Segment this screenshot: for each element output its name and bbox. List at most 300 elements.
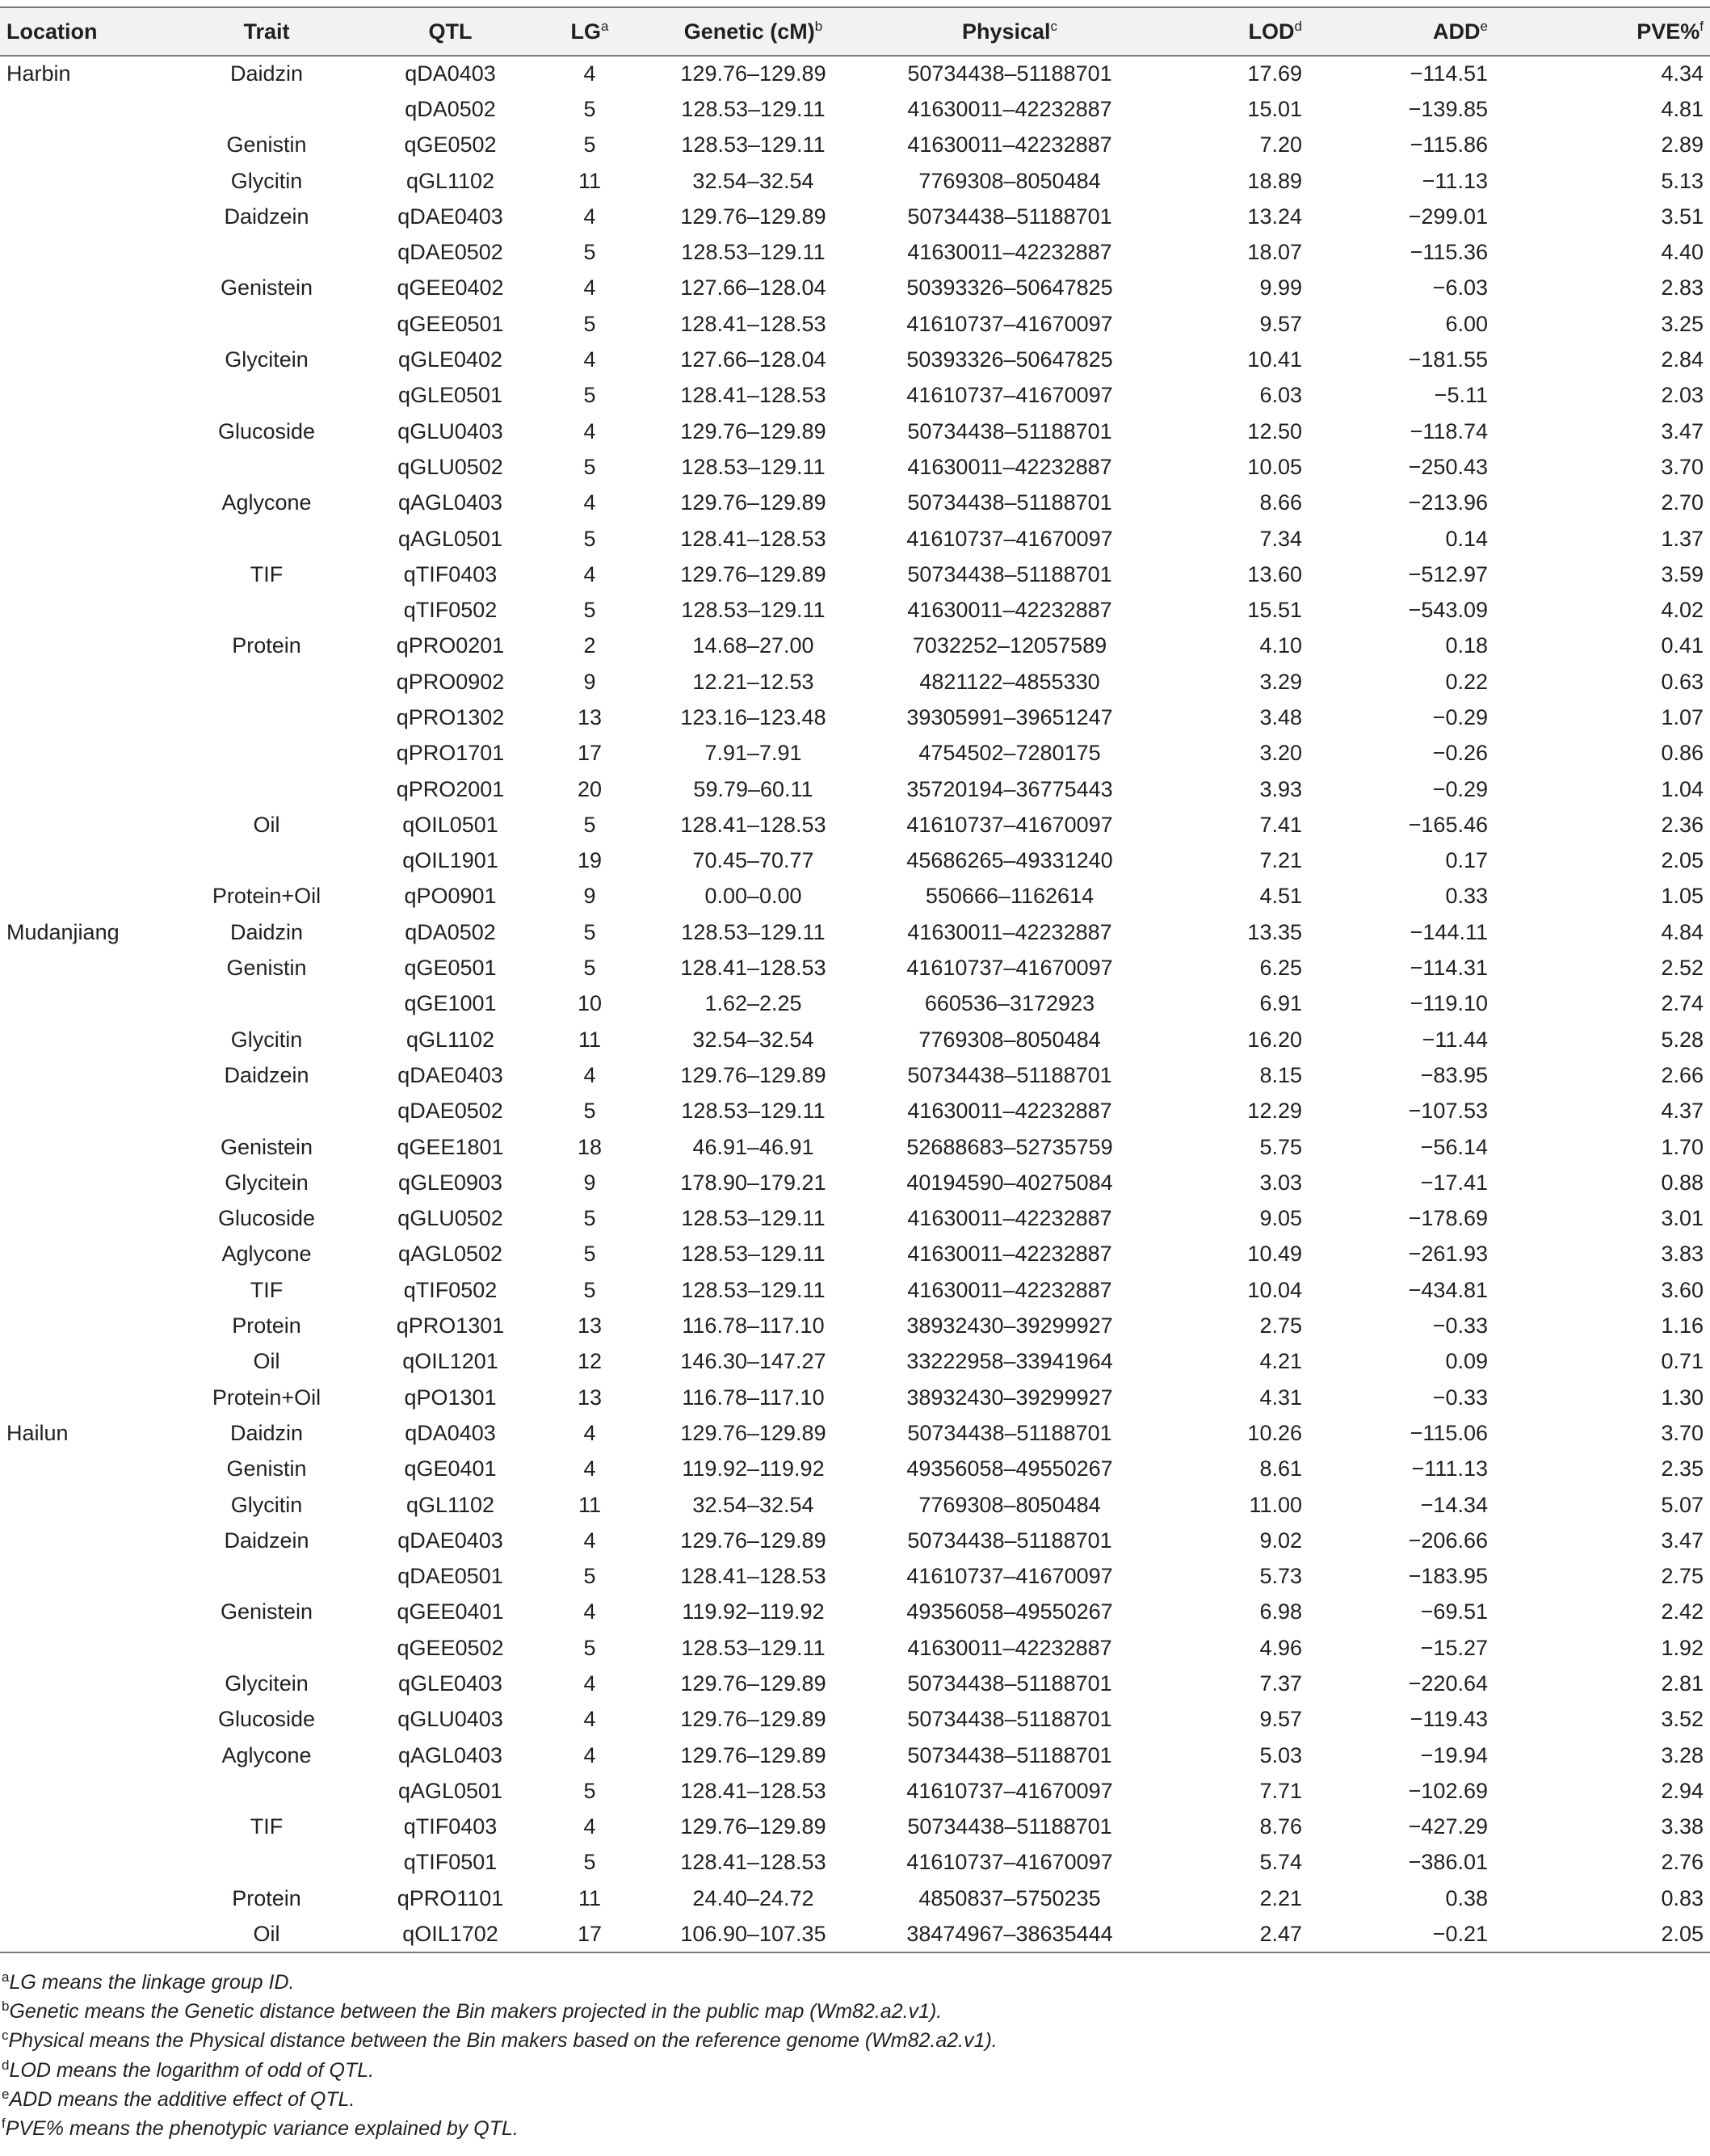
cell-location (0, 521, 170, 557)
cell-lg: 4 (583, 204, 596, 229)
cell-lg: 4 (583, 1456, 596, 1481)
cell-pve: 2.94 (1661, 1778, 1704, 1803)
cell-trait: Oil (253, 812, 280, 837)
cell-qtl: qGE0401 (404, 1456, 497, 1481)
cell-location (0, 1380, 170, 1415)
cell-genetic: 128.53–129.11 (681, 454, 826, 479)
cell-genetic: 178.90–179.21 (680, 1170, 826, 1195)
cell-add: −119.43 (1410, 1707, 1488, 1732)
cell-qtl: qGL1102 (405, 1492, 495, 1517)
cell-add: −543.09 (1408, 598, 1488, 623)
cell-lg: 10 (577, 991, 603, 1016)
cell-lod: 3.29 (1259, 669, 1302, 694)
cell-lod: 10.05 (1247, 454, 1302, 479)
cell-location (0, 306, 170, 342)
cell-location (0, 1523, 170, 1558)
cell-pve: 4.02 (1661, 598, 1704, 623)
cell-lg: 5 (583, 311, 596, 336)
cell-physical: 7769308–8050484 (918, 1492, 1101, 1517)
cell-physical: 50734438–51188701 (907, 418, 1112, 443)
cell-qtl: qDAE0501 (397, 1564, 503, 1589)
cell-pve: 1.70 (1661, 1134, 1704, 1159)
table-row (0, 1809, 1710, 1845)
cell-lg: 17 (577, 741, 603, 766)
cell-add: −213.96 (1408, 490, 1488, 515)
header-genetic: Genetic (cM)$^b$ (642, 7, 864, 56)
table-row (0, 1523, 1710, 1558)
cell-add: 0.18 (1445, 633, 1488, 658)
cell-location (0, 1308, 170, 1343)
cell-lg: 5 (583, 1564, 596, 1589)
table-row (0, 271, 1710, 306)
cell-genetic: 128.41–128.53 (680, 1564, 826, 1589)
cell-location (0, 879, 170, 914)
cell-physical: 41630011–42232887 (907, 96, 1112, 121)
cell-lg: 4 (583, 490, 596, 515)
cell-physical: 50734438–51188701 (907, 1707, 1112, 1732)
cell-location (0, 1630, 170, 1666)
cell-lod: 13.35 (1247, 919, 1302, 944)
cell-lod: 3.48 (1259, 704, 1302, 729)
cell-qtl: qDA0403 (405, 61, 496, 86)
cell-lod: 13.60 (1247, 561, 1302, 586)
cell-location (0, 700, 170, 735)
cell-lod: 7.34 (1259, 526, 1302, 551)
cell-add: 0.14 (1445, 526, 1488, 551)
cell-physical: 41630011–42232887 (907, 1277, 1112, 1302)
cell-add: −102.69 (1408, 1778, 1488, 1803)
cell-qtl: qOIL1201 (402, 1349, 498, 1374)
cell-pve: 4.40 (1661, 240, 1704, 265)
table-row (0, 557, 1710, 592)
cell-physical: 41630011–42232887 (907, 240, 1112, 265)
cell-qtl: qDA0403 (405, 1420, 496, 1445)
cell-lod: 8.15 (1259, 1062, 1302, 1087)
table-row (0, 306, 1710, 342)
cell-location (0, 557, 170, 592)
footnote-text: LOD means the logarithm of odd of QTL. (9, 2058, 375, 2082)
cell-lod: 9.99 (1259, 275, 1302, 300)
cell-add: −0.33 (1432, 1313, 1488, 1339)
cell-lg: 17 (537, 1916, 642, 1952)
cell-physical: 7032252–12057589 (912, 633, 1107, 658)
cell-lod: 3.03 (1259, 1170, 1302, 1195)
table-row (0, 199, 1710, 234)
cell-lod: 13.24 (1247, 204, 1302, 229)
cell-trait: Protein (232, 1313, 301, 1339)
cell-trait: Genistein (220, 1599, 313, 1624)
cell-trait (170, 592, 363, 628)
cell-lod: 15.51 (1247, 598, 1302, 623)
cell-add: −512.97 (1408, 561, 1488, 586)
cell-physical: 39305991–39651247 (906, 704, 1113, 729)
cell-lg: 5 (583, 383, 596, 408)
footnote-mark: c (2, 2028, 9, 2044)
cell-location (0, 1845, 170, 1881)
cell-lod: 3.20 (1259, 741, 1302, 766)
cell-genetic: 129.76–129.89 (680, 61, 826, 86)
cell-location (0, 163, 170, 199)
cell-trait: Glycitin (230, 1027, 303, 1052)
table-row (0, 736, 1710, 771)
cell-trait: TIF (250, 1814, 284, 1839)
cell-qtl: qGEE0501 (397, 311, 504, 336)
cell-lod: 10.26 (1247, 1420, 1302, 1445)
cell-lg: 4 (583, 275, 596, 300)
cell-lod: 9.02 (1259, 1528, 1302, 1553)
cell-genetic: 0.00–0.00 (704, 884, 802, 909)
cell-add: −56.14 (1420, 1134, 1488, 1159)
table-row (0, 1057, 1710, 1093)
cell-trait: Aglycone (221, 490, 312, 515)
cell-genetic: 32.54–32.54 (692, 168, 814, 193)
cell-qtl: qAGL0403 (397, 1742, 503, 1767)
cell-physical: 50393326–50647825 (906, 347, 1113, 372)
cell-physical: 41610737–41670097 (906, 1850, 1113, 1875)
cell-lg: 4 (583, 1814, 596, 1839)
cell-physical: 41630011–42232887 (907, 919, 1112, 944)
cell-lg: 4 (583, 1420, 596, 1445)
cell-add: 0.09 (1445, 1349, 1488, 1374)
footnote-text: PVE% means the phenotypic variance explained by QTL. (5, 2117, 519, 2141)
cell-physical: 50734438–51188701 (907, 1528, 1112, 1553)
cell-trait: Glycitein (225, 1170, 309, 1195)
cell-qtl: qTIF0502 (403, 1277, 498, 1302)
cell-lod: 16.20 (1247, 1027, 1302, 1052)
cell-genetic: 129.76–129.89 (680, 1742, 826, 1767)
cell-genetic: 129.76–129.89 (680, 490, 826, 515)
cell-genetic: 128.53–129.11 (681, 1242, 826, 1267)
cell-physical: 50734438–51188701 (907, 61, 1112, 86)
cell-pve: 2.05 (1494, 1916, 1710, 1952)
cell-location (0, 807, 170, 843)
cell-pve: 3.70 (1661, 454, 1704, 479)
cell-qtl: qPO0901 (404, 884, 497, 909)
cell-location (0, 1558, 170, 1594)
cell-location (0, 449, 170, 485)
header-add: ADD$^e$ (1309, 7, 1494, 56)
cell-genetic: 128.53–129.11 (681, 919, 826, 944)
cell-add: −183.95 (1408, 1564, 1488, 1589)
cell-physical: 41610737–41670097 (906, 311, 1113, 336)
cell-lod: 3.93 (1259, 776, 1302, 801)
cell-lod: 8.76 (1259, 1814, 1302, 1839)
footnote-mark: b (2, 1998, 10, 2015)
cell-physical: 41610737–41670097 (906, 526, 1113, 551)
cell-lod: 4.10 (1259, 633, 1302, 658)
cell-add: −434.81 (1408, 1277, 1488, 1302)
cell-qtl: qPRO0201 (396, 633, 505, 658)
cell-trait (170, 986, 363, 1022)
cell-qtl: qDA0502 (405, 96, 496, 121)
cell-qtl: qGL1102 (405, 168, 495, 193)
cell-genetic: 116.78–117.10 (682, 1313, 825, 1339)
cell-genetic: 128.41–128.53 (680, 383, 826, 408)
cell-add: 0.17 (1445, 848, 1488, 873)
cell-lg: 5 (583, 526, 596, 551)
header-lod: LOD$^d$ (1155, 7, 1309, 56)
cell-qtl: qGLE0903 (397, 1170, 503, 1195)
cell-trait: Glycitin (230, 1492, 303, 1517)
cell-location (0, 1666, 170, 1701)
cell-physical: 41630011–42232887 (907, 132, 1112, 158)
header-qtl: QTL (363, 7, 537, 56)
cell-qtl: qAGL0502 (397, 1242, 503, 1267)
cell-genetic: 128.41–128.53 (680, 1778, 826, 1803)
footnote-mark: d (2, 2057, 10, 2073)
table-row (0, 1630, 1710, 1666)
cell-add: −0.26 (1432, 741, 1488, 766)
cell-pve: 1.16 (1661, 1313, 1704, 1339)
cell-location (0, 271, 170, 306)
cell-location (0, 1022, 170, 1057)
cell-add: −178.69 (1408, 1206, 1488, 1231)
cell-lod: 2.75 (1259, 1313, 1302, 1339)
cell-pve: 2.81 (1661, 1671, 1704, 1696)
cell-physical: 50734438–51188701 (907, 204, 1112, 229)
cell-lod: 18.07 (1247, 240, 1302, 265)
cell-genetic: 129.76–129.89 (680, 418, 826, 443)
cell-lg: 13 (577, 1385, 603, 1410)
cell-location (0, 771, 170, 807)
cell-genetic: 7.91–7.91 (704, 741, 802, 766)
cell-lod: 7.20 (1259, 132, 1302, 158)
cell-physical: 50734438–51188701 (907, 561, 1112, 586)
cell-physical: 7769308–8050484 (918, 1027, 1101, 1052)
cell-lg: 5 (583, 919, 596, 944)
cell-lg: 12 (577, 1349, 603, 1374)
cell-lod: 8.66 (1259, 490, 1302, 515)
cell-location (0, 736, 170, 771)
cell-add: −115.86 (1410, 132, 1488, 158)
cell-lg: 9 (583, 884, 596, 909)
cell-pve: 2.66 (1661, 1062, 1704, 1087)
cell-genetic: 128.53–129.11 (681, 1277, 826, 1302)
cell-trait (170, 664, 363, 700)
cell-lg: 4 (583, 1528, 596, 1553)
cell-lod: 5.73 (1259, 1564, 1302, 1589)
cell-pve: 2.76 (1661, 1850, 1704, 1875)
table-row (0, 378, 1710, 414)
cell-qtl: qGE0501 (404, 956, 497, 981)
table-row (0, 1237, 1710, 1272)
footnote (2, 2085, 1706, 2114)
cell-genetic: 128.53–129.11 (681, 132, 826, 158)
cell-genetic: 128.41–128.53 (680, 526, 826, 551)
table-row (0, 807, 1710, 843)
cell-location (0, 843, 170, 879)
cell-qtl: qGLE0403 (397, 1671, 503, 1696)
cell-genetic: 129.76–129.89 (680, 1814, 826, 1839)
cell-physical: 41630011–42232887 (907, 1206, 1112, 1231)
table-row (0, 879, 1710, 914)
cell-trait: Glycitein (225, 1671, 309, 1696)
cell-lg: 5 (583, 132, 596, 158)
cell-qtl: qDAE0502 (397, 240, 503, 265)
cell-pve: 2.89 (1661, 132, 1704, 158)
table-row (0, 128, 1710, 163)
cell-lg: 4 (583, 1742, 596, 1767)
table-row (0, 950, 1710, 986)
cell-physical: 50734438–51188701 (907, 1814, 1112, 1839)
cell-pve: 4.34 (1661, 61, 1704, 86)
cell-genetic: 70.45–70.77 (692, 848, 814, 873)
cell-lg: 4 (583, 418, 596, 443)
cell-genetic: 119.92–119.92 (682, 1599, 825, 1624)
header-pve: PVE%$^f$ (1494, 7, 1710, 56)
table-row (0, 485, 1710, 521)
cell-add: −17.41 (1420, 1170, 1488, 1195)
cell-genetic: 127.66–128.04 (680, 347, 826, 372)
footnote-text: ADD means the additive effect of QTL. (9, 2087, 355, 2111)
cell-add: −83.95 (1420, 1062, 1488, 1087)
table-row (0, 1344, 1710, 1380)
cell-genetic: 128.53–129.11 (681, 96, 826, 121)
cell-genetic: 123.16–123.48 (680, 704, 826, 729)
cell-trait (170, 1558, 363, 1594)
cell-qtl: qDAE0403 (397, 1528, 503, 1553)
cell-lg: 9 (583, 1170, 596, 1195)
cell-lg: 19 (577, 848, 603, 873)
cell-pve: 0.88 (1661, 1170, 1704, 1195)
cell-lg: 4 (583, 61, 596, 86)
cell-physical: 35720194–36775443 (906, 776, 1113, 801)
footnote-text: Physical means the Physical distance between the Bin makers based on the reference genome (Wm82.a2.v1). (8, 2029, 998, 2053)
cell-qtl: qOIL1901 (402, 848, 498, 873)
cell-pve: 4.81 (1661, 96, 1704, 121)
cell-trait (170, 91, 363, 127)
cell-location (0, 1201, 170, 1237)
cell-lg: 2 (583, 633, 596, 658)
cell-qtl: qGLU0403 (397, 418, 503, 443)
table-row (0, 1380, 1710, 1415)
table-row (0, 234, 1710, 270)
cell-physical: 41630011–42232887 (907, 454, 1112, 479)
table-row (0, 1666, 1710, 1701)
cell-add: 6.00 (1445, 311, 1488, 336)
cell-location: Mudanjiang (6, 919, 120, 944)
cell-genetic: 128.53–129.11 (681, 598, 826, 623)
cell-trait (170, 700, 363, 735)
footnote (2, 2114, 1706, 2143)
cell-trait: Aglycone (221, 1742, 312, 1767)
cell-qtl: qDA0502 (405, 919, 496, 944)
cell-add: −107.53 (1408, 1099, 1488, 1124)
cell-lg: 13 (577, 704, 603, 729)
table-row (0, 1272, 1710, 1308)
cell-lg: 5 (583, 956, 596, 981)
cell-pve: 3.28 (1661, 1742, 1704, 1767)
table-row (0, 771, 1710, 807)
table-row (0, 700, 1710, 735)
cell-trait: Protein+Oil (212, 884, 321, 909)
cell-location (0, 234, 170, 270)
cell-lg: 4 (583, 1599, 596, 1624)
cell-physical: 38932430–39299927 (906, 1313, 1113, 1339)
table-row (0, 986, 1710, 1022)
cell-genetic: 59.79–60.11 (693, 776, 813, 801)
cell-genetic: 119.92–119.92 (682, 1456, 825, 1481)
cell-location (0, 485, 170, 521)
cell-qtl: qOIL1702 (363, 1916, 537, 1952)
cell-location (0, 986, 170, 1022)
table-row (0, 1595, 1710, 1630)
cell-add: −0.29 (1432, 704, 1488, 729)
table-row (0, 664, 1710, 700)
cell-pve: 2.36 (1661, 812, 1704, 837)
cell-lg: 5 (583, 812, 596, 837)
cell-physical: 4754502–7280175 (918, 741, 1101, 766)
table-row (0, 1881, 1710, 1916)
cell-qtl: qGEE1801 (397, 1134, 504, 1159)
cell-location: Hailun (6, 1420, 69, 1445)
table-row (0, 628, 1710, 664)
cell-genetic: 146.30–147.27 (680, 1349, 826, 1374)
table-row (0, 1452, 1710, 1487)
cell-qtl: qDAE0403 (397, 204, 503, 229)
cell-physical: 50734438–51188701 (907, 1062, 1112, 1087)
cell-location (0, 1165, 170, 1200)
cell-trait: Oil (253, 1349, 280, 1374)
cell-trait: Protein+Oil (212, 1385, 321, 1410)
cell-trait: Genistin (226, 1456, 307, 1481)
cell-genetic: 129.76–129.89 (680, 204, 826, 229)
cell-pve: 3.25 (1661, 311, 1704, 336)
cell-qtl: qTIF0403 (403, 561, 498, 586)
cell-qtl: qGE1001 (404, 991, 497, 1016)
table-row (0, 1308, 1710, 1343)
qtl-table (0, 6, 1710, 1953)
footnote (2, 1997, 1706, 2026)
cell-lod: 9.57 (1259, 1707, 1302, 1732)
cell-lod: 7.71 (1259, 1778, 1302, 1803)
cell-genetic: 24.40–24.72 (692, 1885, 814, 1910)
cell-add: −299.01 (1408, 204, 1488, 229)
cell-add: −69.51 (1420, 1599, 1488, 1624)
cell-qtl: qGL1102 (405, 1027, 495, 1052)
cell-add: −5.11 (1434, 383, 1488, 408)
table-row (0, 914, 1710, 950)
cell-lod: 6.91 (1259, 991, 1302, 1016)
cell-physical: 50734438–51188701 (907, 1671, 1112, 1696)
cell-physical: 41610737–41670097 (906, 812, 1113, 837)
cell-genetic: 129.76–129.89 (680, 1420, 826, 1445)
cell-trait: Glucoside (217, 1206, 316, 1231)
cell-pve: 5.07 (1661, 1492, 1704, 1517)
cell-lod: 2.47 (1155, 1916, 1309, 1952)
cell-genetic: 129.76–129.89 (680, 1707, 826, 1732)
cell-add: −181.55 (1408, 347, 1488, 372)
cell-lod: 6.25 (1259, 956, 1302, 981)
cell-qtl: qPRO1301 (396, 1313, 505, 1339)
table-row (0, 1022, 1710, 1057)
cell-lg: 4 (583, 561, 596, 586)
cell-pve: 0.41 (1661, 633, 1704, 658)
cell-lod: 4.31 (1259, 1385, 1302, 1410)
table-row (0, 91, 1710, 127)
cell-pve: 3.52 (1661, 1707, 1704, 1732)
cell-qtl: qOIL0501 (402, 812, 498, 837)
cell-add: −11.44 (1422, 1027, 1488, 1052)
cell-location (0, 1595, 170, 1630)
cell-genetic: 129.76–129.89 (680, 1671, 826, 1696)
cell-trait: Glucoside (217, 1707, 316, 1732)
cell-physical: 41630011–42232887 (907, 1099, 1112, 1124)
table-body (0, 56, 1710, 1952)
cell-location: Harbin (6, 61, 71, 86)
cell-pve: 1.04 (1661, 776, 1704, 801)
cell-pve: 1.37 (1661, 526, 1704, 551)
